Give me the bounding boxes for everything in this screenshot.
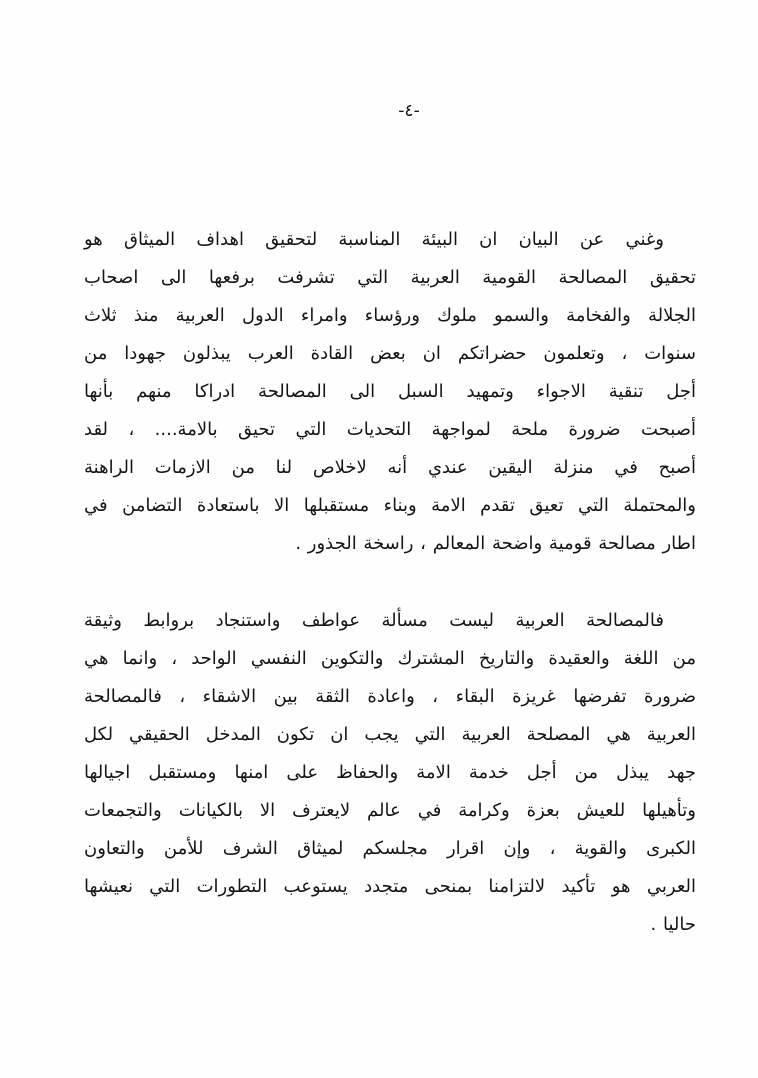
text-line: أصبح في منزلة اليقين عندي أنه لاخلاص لنا من الازمات الراهنة	[84, 457, 696, 478]
text-line: الجلالة والفخامة والسمو ملوك ورؤساء وامراء الدول العربية منذ ثلاث	[84, 305, 696, 326]
paragraph	[84, 221, 696, 563]
text-line: العربي هو تأكيد لالتزامنا بمنحى متجدد يستوعب التطورات التي نعيشها	[84, 876, 696, 897]
text-line: من اللغة والعقيدة والتاريخ المشترك والتكوين النفسي الواحد ، وانما هي	[84, 648, 696, 669]
text-line: جهد يبذل من أجل خدمة الامة والحفاظ على امنها ومستقبل اجيالها	[84, 762, 696, 783]
text-line: تحقيق المصالحة القومية العربية التي تشرفت برفعها الى اصحاب	[84, 267, 696, 288]
document-body	[84, 221, 696, 944]
text-line: وغني عن البيان ان البيئة المناسبة لتحقيق اهداف الميثاق هو	[84, 229, 664, 250]
text-line: والمحتملة التي تعيق تقدم الامة وبناء مستقبلها الا باستعادة التضامن في	[84, 495, 696, 516]
text-line: حاليا .	[650, 914, 696, 935]
text-line: وتأهيلها للعيش بعزة وكرامة في عالم لايعترف الا بالكيانات والتجمعات	[84, 800, 696, 821]
paragraph	[84, 602, 696, 944]
text-line: سنوات ، وتعلمون حضراتكم ان بعض القادة العرب يبذلون جهودا من	[84, 343, 696, 364]
page-number: -٤-	[398, 101, 420, 121]
text-line: العربية هي المصلحة العربية التي يجب ان تكون المدخل الحقيقي لكل	[84, 724, 696, 745]
text-line: أجل تنقية الاجواء وتمهيد السبل الى المصالحة ادراكا منهم بأنها	[84, 381, 696, 402]
text-line: أصبحت ضرورة ملحة لمواجهة التحديات التي تحيق بالامة.... ، لقد	[84, 419, 696, 440]
text-line: الكبرى والقوية ، وإن اقرار مجلسكم لميثاق الشرف للأمن والتعاون	[84, 838, 696, 859]
text-line: فالمصالحة العربية ليست مسألة عواطف واستنجاد بروابط وثيقة	[84, 610, 664, 631]
text-line: اطار مصالحة قومية واضحة المعالم ، راسخة الجذور .	[295, 533, 696, 554]
text-line: ضرورة تفرضها غريزة البقاء ، واعادة الثقة بين الاشقاء ، فالمصالحة	[84, 686, 696, 707]
